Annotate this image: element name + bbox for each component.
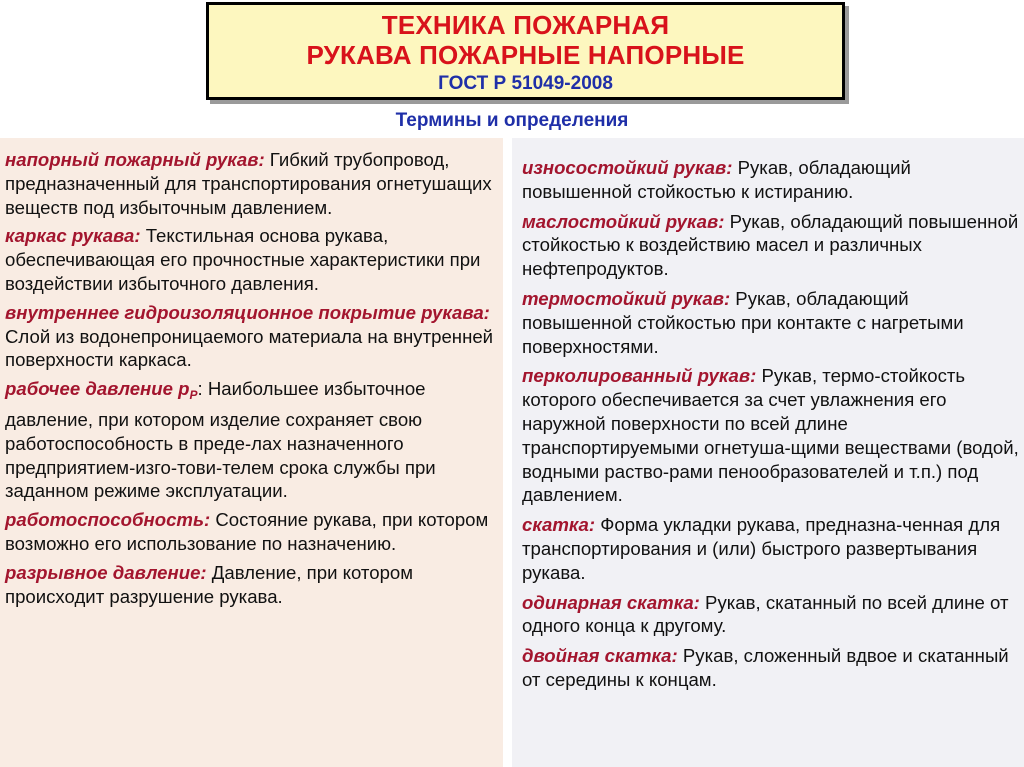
definition-entry xyxy=(522,287,1020,358)
definition-entry xyxy=(522,156,1020,204)
definition: Рукав, обладающий повышенной стойкостью к воздействию масел и различных нефтепродуктов. xyxy=(522,210,1019,280)
definition-entry xyxy=(5,561,497,609)
title-line-2: РУКАВА ПОЖАРНЫЕ НАПОРНЫЕ xyxy=(306,40,745,70)
definition: Слой из водонепроницаемого материала на внутренней поверхности каркаса. xyxy=(5,325,494,371)
definition: Рукав, сложенный вдвое и скатанный от середины к концам. xyxy=(522,645,1009,690)
definition-entry xyxy=(522,644,1020,692)
definition: Состояние рукава, при котором возможно его использование по назначению. xyxy=(5,509,489,554)
definition: Рукав, термо-стойкость которого обеспечивается за счет увлажнения его наружной поверхности по всей длине транспортируемыми огнетуша-щими веществами (водой, водными раство-рами пенообразователей и т.п.) под давлением. xyxy=(522,365,1019,506)
term: термостойкий рукав: xyxy=(522,287,731,309)
definition: Рукав, обладающий повышенной стойкостью при контакте с нагретыми поверхностями. xyxy=(522,287,964,357)
term: каркас рукава: xyxy=(5,225,141,247)
definition-entry xyxy=(5,148,497,219)
definition-entry xyxy=(5,224,497,295)
definition-entry xyxy=(522,210,1020,281)
term: работоспособность: xyxy=(5,509,211,531)
term: износостойкий рукав: xyxy=(522,157,733,178)
term: напорный пожарный рукав: xyxy=(5,149,265,170)
title-line-1: ТЕХНИКА ПОЖАРНАЯ xyxy=(381,10,670,40)
definition-entry xyxy=(522,513,1020,584)
term: маслостойкий рукав: xyxy=(522,210,725,232)
term: одинарная скатка: xyxy=(522,591,700,613)
definition: Текстильная основа рукава, обеспечивающая его прочностные характеристики при воздействии избыточного давления. xyxy=(5,225,481,294)
definition: Форма укладки рукава, предназна-ченная для транспортирования и (или) быстрого развертывания рукава. xyxy=(522,514,1001,583)
term: внутреннее гидроизоляционное покрытие рукава: xyxy=(5,301,490,323)
definition: : Наибольшее избыточное давление, при котором изделие сохраняет свою работоспособность в преде-лах назначенного предприятием-изго-тови-телем срока службы при заданном режиме эксплуатации. xyxy=(5,378,436,502)
definition: Рукав, обладающий повышенной стойкостью к истиранию. xyxy=(522,157,911,202)
term: перколированный рукав: xyxy=(522,365,757,387)
term-subscript: Р xyxy=(189,388,198,403)
subtitle: Термины и определения xyxy=(395,110,629,131)
definition: Рукав, скатанный по всей длине от одного конца к другому. xyxy=(522,591,1009,637)
title-box xyxy=(206,2,845,100)
right-column xyxy=(512,138,1024,767)
definition: Гибкий трубопровод, предназначенный для транспортирования огнетушащих веществ под избыточным давлением. xyxy=(5,149,492,218)
term: рабочее давление р xyxy=(5,378,190,400)
standard-number: ГОСТ Р 51049-2008 xyxy=(438,73,613,94)
definition: Давление, при котором происходит разрушение рукава. xyxy=(5,561,414,607)
definition-entry xyxy=(522,364,1020,507)
definition-entry xyxy=(522,591,1020,639)
term: скатка: xyxy=(522,514,596,536)
definition-entry xyxy=(5,301,497,372)
left-column xyxy=(0,138,503,767)
term: разрывное давление: xyxy=(5,561,207,583)
term: двойная скатка: xyxy=(522,645,678,667)
definition-entry xyxy=(5,377,497,503)
definition-entry xyxy=(5,508,497,556)
